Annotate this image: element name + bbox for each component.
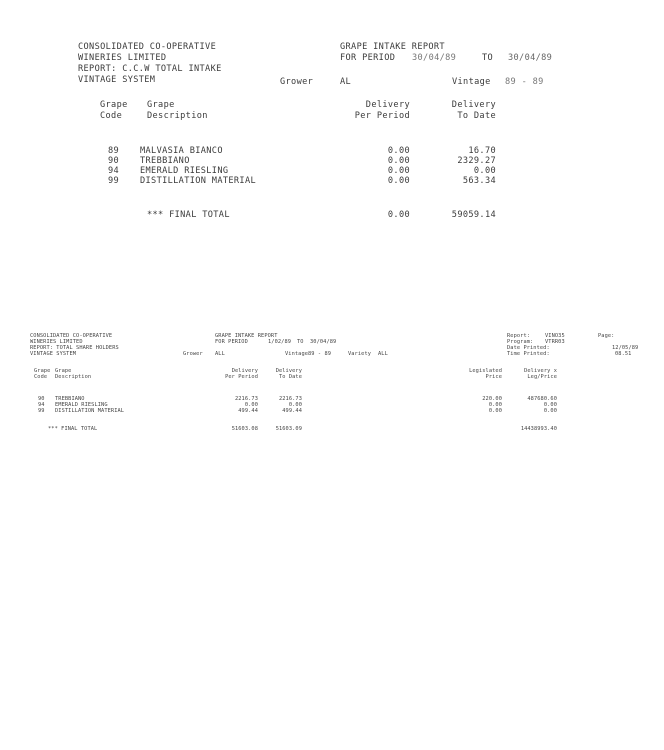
table-row [0,176,664,186]
report2-grower-label: Grower [183,351,203,357]
report2-row-desc: TREBBIANO [55,396,85,402]
report1-company-line-1: CONSOLIDATED CO-OPERATIVE [78,42,217,52]
report1-row-desc: TREBBIANO [140,156,190,166]
report2-hdr-right-extra: Page: [598,333,615,339]
report1-row-code: 94 [108,166,120,176]
report1-col-period-2: Per Period [354,111,410,121]
table-row [0,408,664,414]
report1-grower-label: Grower [280,77,314,87]
report2-variety-value: ALL [378,351,388,357]
report2-col-code-1: Grape [34,368,51,374]
report1-vintage-value: 89 - 89 [505,77,544,87]
report2-hdr-right-value: VTRR03 [545,339,565,345]
report1-row-period: 0.00 [387,176,410,186]
report2-period-to: 30/04/89 [310,339,337,345]
report2-company-line-1: CONSOLIDATED CO-OPERATIVE [30,333,113,339]
report1-row-code: 99 [108,176,120,186]
report2-vintage-value: 89 - 89 [308,351,332,357]
report2-title: GRAPE INTAKE REPORT [215,333,278,339]
report1-period-from: 30/04/89 [412,53,457,63]
report2-hdr-right-value: 08.51 [615,351,632,357]
report1-col-todate-1: Delivery [451,100,496,110]
report2-row-period: 0.00 [244,402,258,408]
report2-grower-value: ALL [215,351,225,357]
table-row [0,146,664,156]
report2-vintage-label: Vintage [285,351,309,357]
report2-report-name: REPORT: TOTAL SHARE HOLDERS [30,345,119,351]
report1-report-name: REPORT: C.C.W TOTAL INTAKE [78,64,222,74]
report2-row-period: 2216.73 [234,396,258,402]
report2-col-price-1: Legislated [469,368,502,374]
report2-row-code: 99 [38,408,45,414]
report1-col-period-1: Delivery [365,100,410,110]
report1-row-todate: 2329.27 [457,156,496,166]
report2-row-todate: 2216.73 [278,396,302,402]
report2-system-name: VINTAGE SYSTEM [30,351,77,357]
report2-hdr-right-label: Program: [507,339,534,345]
report2-hdr-right-label: Date Printed: [507,345,550,351]
report1-period-to: 30/04/89 [508,53,553,63]
report1-total-todate: 59059.14 [451,210,496,220]
table-row [0,156,664,166]
report2-col-desc-1: Grape [55,368,72,374]
report2-col-code-2: Code [34,374,48,380]
report1-period-to-label: TO [482,53,494,63]
report2-row-period: 499.44 [238,408,258,414]
report1-row-code: 90 [108,156,120,166]
report2-row-desc: DISTILLATION MATERIAL [55,408,125,414]
report2-col-todate-2: To Date [278,374,302,380]
report2-row-code: 94 [38,402,45,408]
report2-hdr-right-value: VINO35 [545,333,565,339]
report2-col-price-2: Price [485,374,502,380]
report1-system-name: VINTAGE SYSTEM [78,75,156,85]
report1-row-period: 0.00 [387,156,410,166]
report2-total-period: 51603.08 [231,426,258,432]
report1-col-todate-2: To Date [457,111,496,121]
report2-company-line-2: WINERIES LIMITED [30,339,83,345]
report2-total-legprice: 14438993.40 [520,426,557,432]
report2-period-to-label: TO [297,339,304,345]
report2-period-from: 1/02/89 [268,339,292,345]
report2-col-legprice-1: Delivery x [524,368,557,374]
report2-col-todate-1: Delivery [275,368,302,374]
report1-total-label: *** FINAL TOTAL [147,210,230,220]
report2-row-desc: EMERALD RIESLING [55,402,108,408]
report1-row-desc: EMERALD RIESLING [140,166,229,176]
report1-row-code: 89 [108,146,120,156]
report1-title: GRAPE INTAKE REPORT [340,42,445,52]
report1-col-code-2: Code [100,111,123,121]
report2-hdr-right-label: Report: [507,333,531,339]
report2-col-legprice-2: Leg/Price [527,374,557,380]
report2-hdr-right-label: Time Printed: [507,351,550,357]
report2-row-legprice: 0.00 [543,408,557,414]
report2-row-todate: 499.44 [282,408,302,414]
report1-row-period: 0.00 [387,166,410,176]
report1-row-todate: 0.00 [473,166,496,176]
report2-row-legprice: 487680.60 [527,396,557,402]
report2-hdr-right-value: 12/05/89 [612,345,639,351]
report2-col-period-2: Per Period [225,374,258,380]
report2-row-code: 90 [38,396,45,402]
report2-col-period-1: Delivery [231,368,258,374]
report1-grower-value: AL [340,77,352,87]
report1-company-line-2: WINERIES LIMITED [78,53,167,63]
report1-row-desc: MALVASIA BIANCO [140,146,223,156]
report1-row-period: 0.00 [387,146,410,156]
report2-col-desc-2: Description [55,374,92,380]
report2-total-label: *** FINAL TOTAL [48,426,98,432]
report2-row-price: 220.00 [482,396,502,402]
report1-vintage-label: Vintage [452,77,491,87]
report1-col-code-1: Grape [100,100,128,110]
report2-row-todate: 0.00 [288,402,302,408]
report2-row-price: 0.00 [488,408,502,414]
report1-col-desc-2: Description [147,111,208,121]
report2-row-legprice: 0.00 [543,402,557,408]
report2-period-label: FOR PERIOD [215,339,248,345]
report1-col-desc-1: Grape [147,100,175,110]
report1-total-period: 0.00 [387,210,410,220]
report1-row-todate: 16.70 [468,146,496,156]
report2-variety-label: Variety [348,351,372,357]
report1-row-desc: DISTILLATION MATERIAL [140,176,257,186]
report1-period-label: FOR PERIOD [340,53,396,63]
report2-total-todate: 51603.09 [275,426,302,432]
report2-row-price: 0.00 [488,402,502,408]
report1-row-todate: 563.34 [462,176,496,186]
table-row [0,166,664,176]
